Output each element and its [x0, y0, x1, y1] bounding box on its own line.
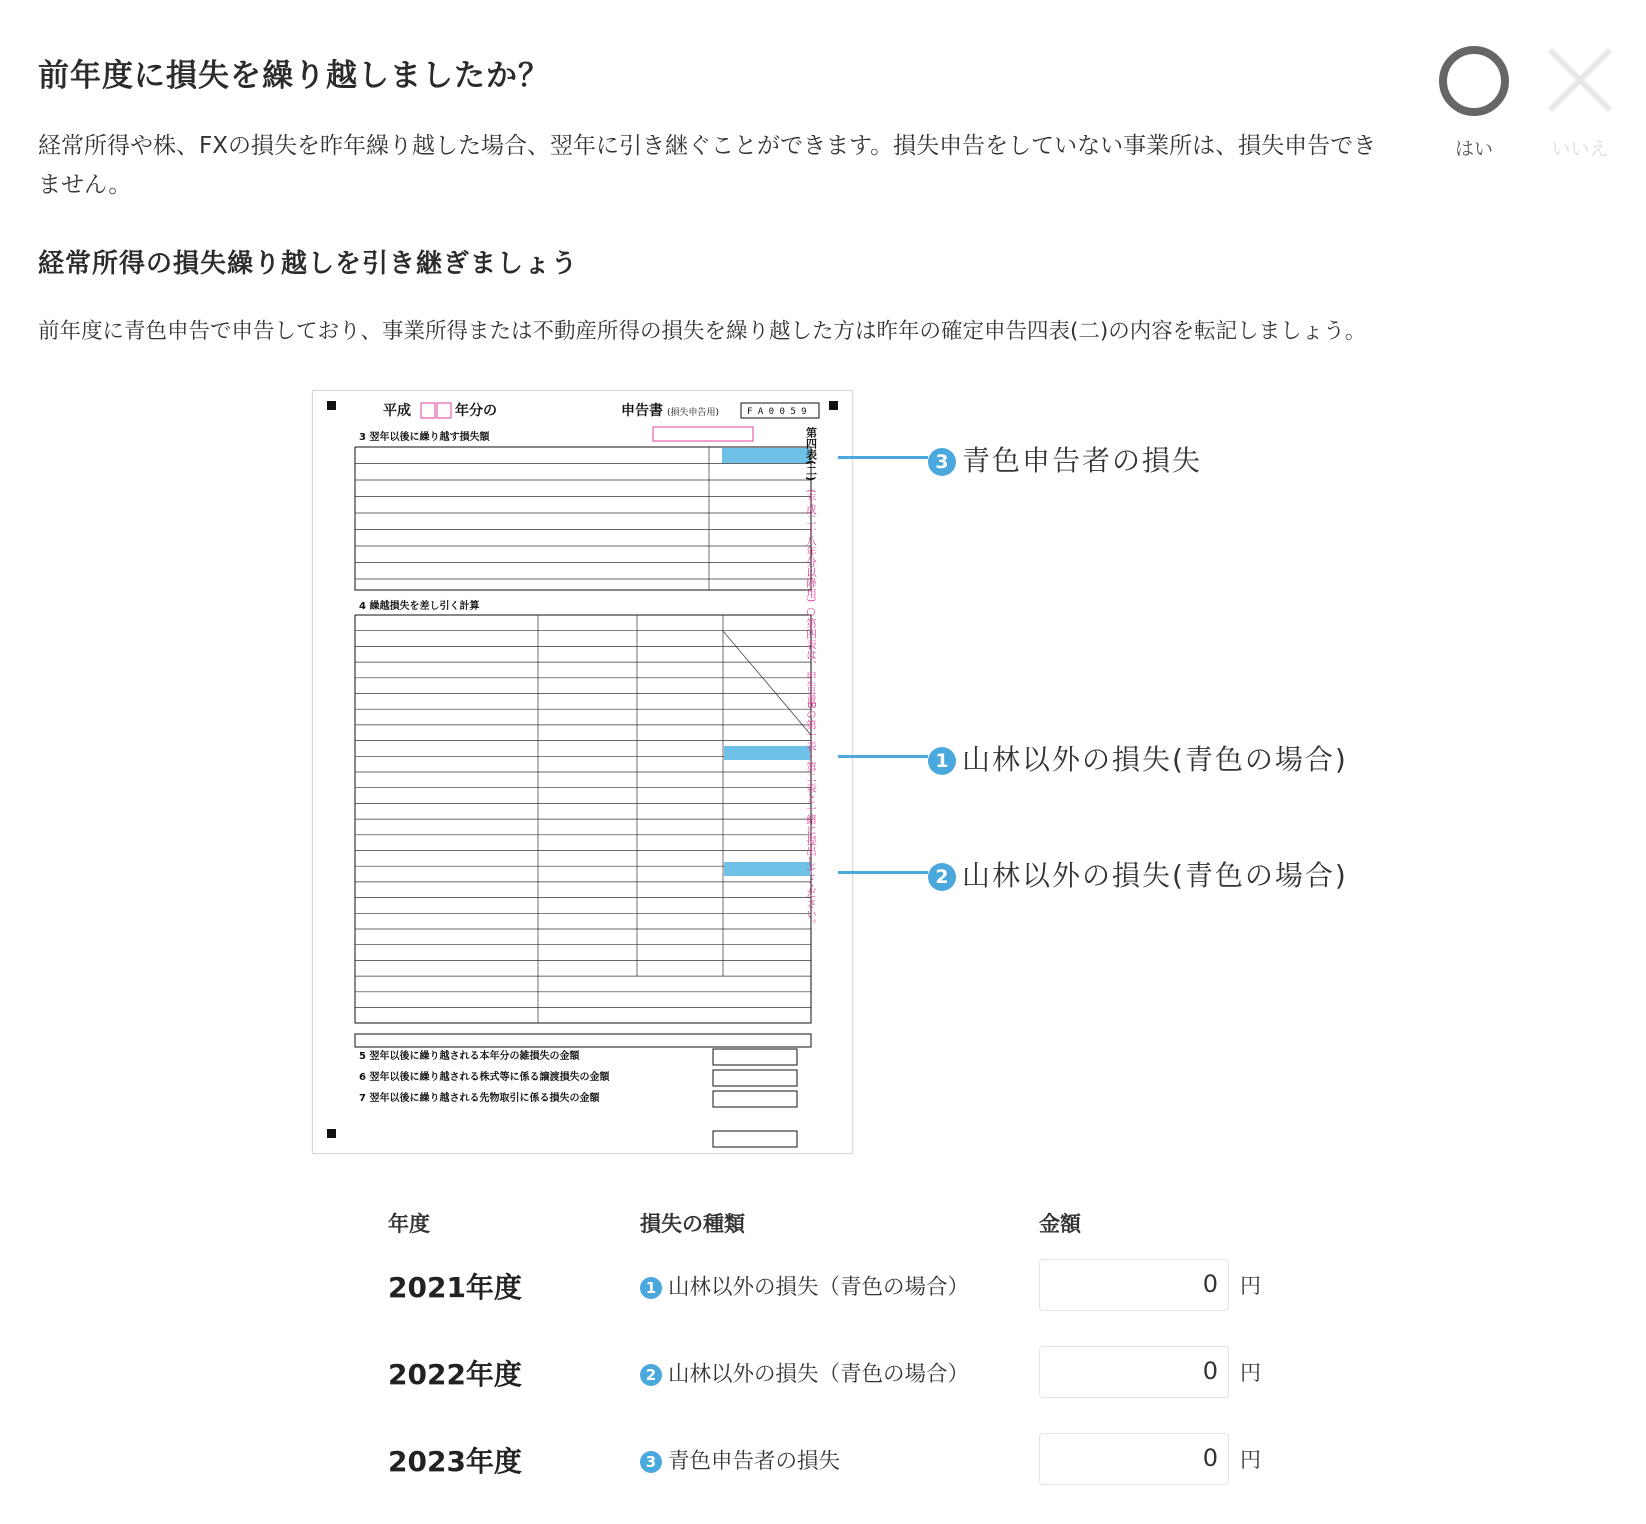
form-total-row [355, 1034, 811, 1047]
form-highlight-3 [722, 448, 810, 463]
header-kind: 損失の種類 [640, 1212, 745, 1236]
callout-line-1 [838, 755, 928, 758]
form-section3: 3 翌年以後に繰り越す損失額 [359, 432, 490, 443]
callout-line-3 [838, 456, 928, 459]
callout-2-label: 山林以外の損失(青色の場合) [962, 859, 1348, 892]
row-1-unit: 円 [1240, 1274, 1261, 1298]
row-2-year: 2022年度 [388, 1358, 522, 1391]
row-2-kind-label: 山林以外の損失（青色の場合） [668, 1362, 970, 1387]
header-amount: 金額 [1039, 1212, 1081, 1236]
cross-icon [1540, 44, 1620, 124]
yes-label: はい [1454, 138, 1493, 160]
form-grid3-frame [355, 447, 811, 590]
callout-line-2 [838, 871, 928, 874]
form-line6: 6 翌年以後に繰り越される株式等に係る譲渡損失の金額 [359, 1072, 610, 1083]
form-side-note: (平成二十八年分以降用) ○第四表は、申告書Bの第一表・第二表と一緒に提出してください。 [805, 489, 817, 930]
row-3-kind-label: 青色申告者の損失 [668, 1449, 841, 1474]
form-header-title: 申告書 [621, 403, 663, 419]
description: 経常所得や株、FXの損失を昨年繰り越した場合、翌年に引き継ぐことができます。損失申告をしていない事業所は、損失申告できません。 [38, 133, 1377, 198]
tax-form-drawing [313, 391, 852, 1153]
form-header-left: 平成 [383, 403, 411, 419]
callout-3 [928, 439, 1202, 479]
no-button[interactable] [1540, 44, 1620, 161]
tax-form-image [312, 390, 853, 1154]
section-intro: 前年度に青色申告で申告しており、事業所得または不動産所得の損失を繰り越した方は昨年の確定申告四表(二)の内容を転記しましょう。 [38, 319, 1367, 344]
row-3-unit: 円 [1240, 1448, 1261, 1472]
yes-button[interactable] [1434, 44, 1514, 161]
row-1-kind-label: 山林以外の損失（青色の場合） [668, 1275, 970, 1300]
form-highlight-2 [724, 862, 810, 876]
callout-1-number: 1 [928, 747, 956, 775]
section-title: 経常所得の損失繰り越しを引き継ぎましょう [38, 249, 579, 279]
row-3-year: 2023年度 [388, 1445, 522, 1478]
callout-2-number: 2 [928, 863, 956, 891]
row-1-amount-input[interactable]: 0 [1039, 1259, 1229, 1311]
form-side-label: 第四表(二) [804, 427, 818, 482]
callout-1-label: 山林以外の損失(青色の場合) [962, 743, 1348, 776]
row-3-number: 3 [640, 1451, 662, 1473]
callout-3-label: 青色申告者の損失 [962, 444, 1203, 477]
row-2-amount-input[interactable]: 0 [1039, 1346, 1229, 1398]
callout-3-number: 3 [928, 448, 956, 476]
no-label: いいえ [1551, 138, 1609, 160]
row-2-kind [640, 1357, 969, 1388]
form-code: F A 0 0 5 9 [747, 407, 807, 417]
row-3-amount-input[interactable]: 0 [1039, 1433, 1229, 1485]
callout-1 [928, 738, 1348, 778]
row-1-year: 2021年度 [388, 1271, 522, 1304]
row-3-kind [640, 1444, 840, 1475]
circle-icon [1434, 44, 1514, 124]
form-line7: 7 翌年以後に繰り越される先物取引に係る損失の金額 [359, 1093, 600, 1104]
form-highlight-1 [724, 746, 810, 760]
row-1-number: 1 [640, 1277, 662, 1299]
form-header-mid: 年分の [455, 403, 497, 419]
page-title: 前年度に損失を繰り越しましたか？ [38, 58, 550, 94]
form-header-title-sub: (損失申告用) [667, 408, 720, 418]
form-line5: 5 翌年以後に繰り越される本年分の雑損失の金額 [359, 1051, 580, 1062]
row-1-kind [640, 1270, 969, 1301]
header-year: 年度 [388, 1212, 430, 1236]
callout-2 [928, 854, 1348, 894]
form-section4: 4 繰越損失を差し引く計算 [359, 601, 480, 612]
row-2-number: 2 [640, 1364, 662, 1386]
row-2-unit: 円 [1240, 1361, 1261, 1385]
